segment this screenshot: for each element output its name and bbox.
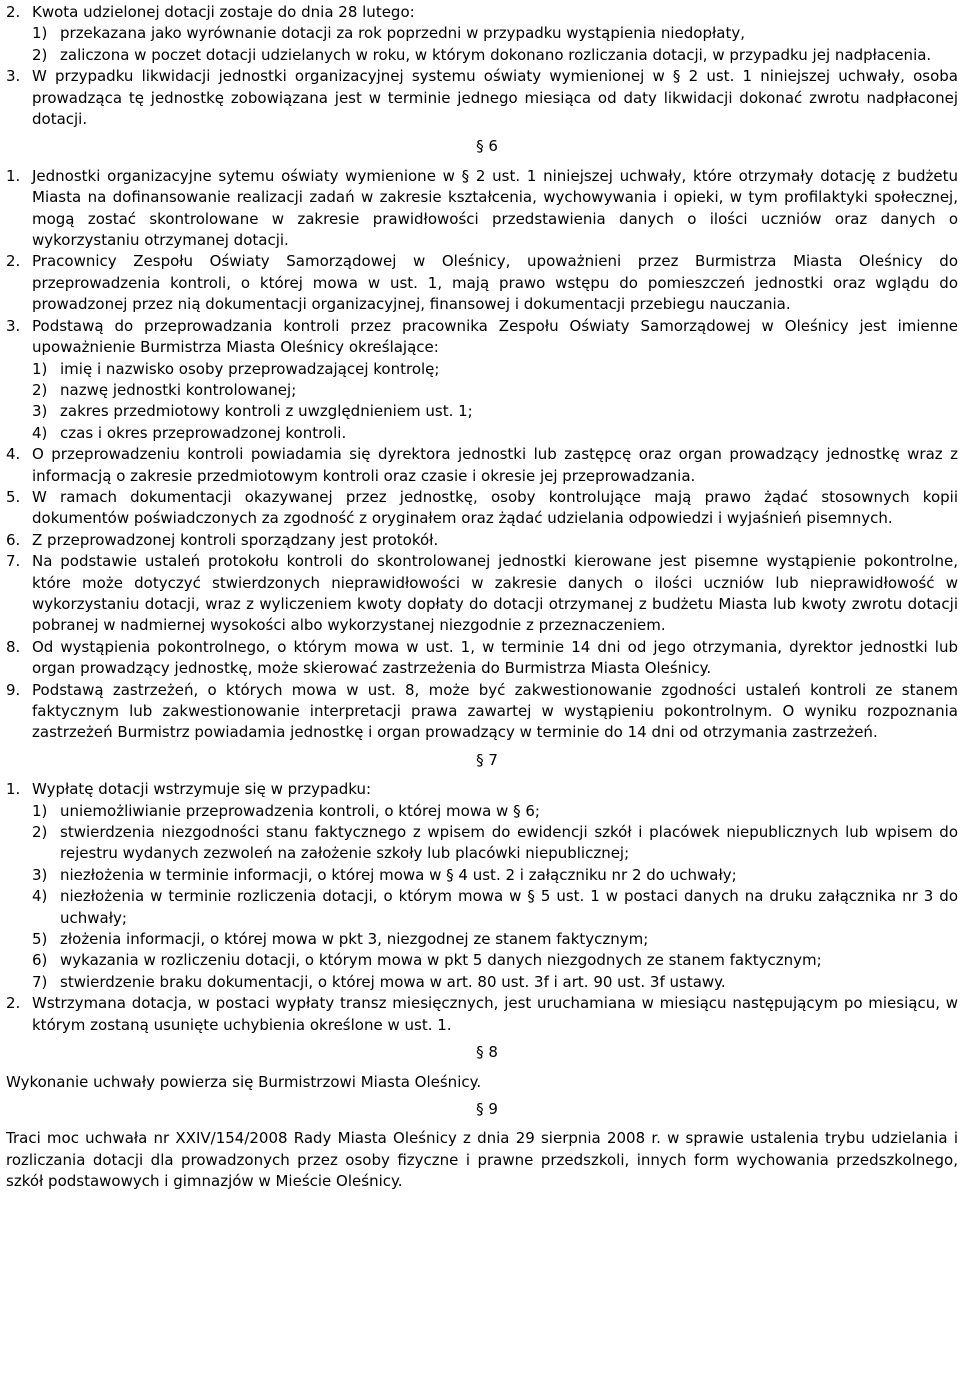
section-heading: § 9 xyxy=(476,1099,498,1118)
numbered-paragraph xyxy=(6,166,958,252)
item-number: 3) xyxy=(32,402,48,421)
section-heading: § 6 xyxy=(476,137,498,156)
item-text: Od wystąpienia pokontrolnego, o którym mowa w ust. 1, w terminie 14 dni od jego otrzymania, dyrektor jednostki lub organ prowadzący jednostkę, może skierować zastrzeżenia do Burmistrza Miasta Oleśnicy. xyxy=(32,637,958,678)
numbered-paragraph xyxy=(6,637,958,680)
paragraph: Wykonanie uchwały powierza się Burmistrzowi Miasta Oleśnicy. xyxy=(6,1072,482,1091)
list-subitem xyxy=(6,929,958,950)
numbered-paragraph xyxy=(6,487,958,530)
item-number: 2. xyxy=(6,3,21,21)
item-number: 1. xyxy=(6,780,21,799)
item-text: Z przeprowadzonej kontroli sporządzany jest protokół. xyxy=(32,530,439,549)
item-text: W ramach dokumentacji okazywanej przez jednostkę, osoby kontrolujące mają prawo żądać stosownych kopii dokumentów poświadczonych za zgodność z oryginałem oraz żądać udzielania odpowiedzi i wyjaśnień pisemnych. xyxy=(32,487,958,528)
section-heading: § 8 xyxy=(476,1043,498,1062)
numbered-paragraph xyxy=(6,551,958,637)
item-text: nazwę jednostki kontrolowanej; xyxy=(60,380,297,399)
numbered-paragraph xyxy=(6,316,958,359)
item-text: niezłożenia w terminie informacji, o której mowa w § 4 ust. 2 i załączniku nr 2 do uchwały; xyxy=(60,865,737,884)
item-number: 2. xyxy=(6,252,21,271)
numbered-paragraph xyxy=(6,66,958,130)
item-number: 1) xyxy=(32,24,48,43)
list-subitem xyxy=(6,359,958,380)
item-number: 3. xyxy=(6,67,21,86)
item-text: stwierdzenia niezgodności stanu faktycznego z wpisem do ewidencji szkół i placówek niepublicznych lub wpisem do rejestru wydanych zezwoleń na założenie szkoły lub placówki niepublicznej; xyxy=(60,823,958,863)
item-number: 4. xyxy=(6,445,21,464)
item-number: 4) xyxy=(32,423,48,442)
item-text: złożenia informacji, o której mowa w pkt 3, niezgodnej ze stanem faktycznym; xyxy=(60,930,649,949)
item-text: Na podstawie ustaleń protokołu kontroli do skontrolowanej jednostki kierowane jest pisemne wystąpienie pokontrolne, które może dotyczyć stwierdzonych nieprawidłowości w zakresie danych o ilości uczniów lub nieprawidłowość w wykorzystaniu dotacji, wraz z wyliczeniem kwoty dopłaty do dotacji otrzymanej z budżetu Miasta lub kwoty zwrotu dotacji pobranej w nadmiernej wysokości albo wykorzystanej niezgodnie z przeznaczeniem. xyxy=(32,552,958,635)
item-text: zaliczona w poczet dotacji udzielanych w roku, w którym dokonano rozliczania dotacji, w przypadku jej nadpłacenia. xyxy=(60,45,932,64)
numbered-paragraph xyxy=(6,2,958,23)
item-number: 7. xyxy=(6,552,21,571)
item-text: przekazana jako wyrównanie dotacji za rok poprzedni w przypadku wystąpienia niedopłaty, xyxy=(60,24,745,43)
item-text: Podstawą zastrzeżeń, o których mowa w ust. 8, może być zakwestionowanie zgodności ustaleń kontroli ze stanem faktycznym lub zakwestionowanie interpretacji prawa zawartej w wystąpieniu pokontrolnym. O wyniku rozpoznania zastrzeżeń Burmistrz powiadamia jednostkę i organ prowadzący w terminie do 14 dni od otrzymania zastrzeżeń. xyxy=(32,680,958,742)
numbered-paragraph xyxy=(6,779,958,800)
item-number: 2) xyxy=(32,380,48,399)
item-number: 3) xyxy=(32,865,48,884)
item-text: niezłożenia w terminie rozliczenia dotacji, o którym mowa w § 5 ust. 1 w postaci danych na druku załącznika nr 3 do uchwały; xyxy=(60,887,958,927)
numbered-paragraph xyxy=(6,993,958,1036)
item-number: 3. xyxy=(6,316,21,335)
item-number: 1. xyxy=(6,166,21,185)
list-subitem xyxy=(6,45,958,66)
list-subitem xyxy=(6,801,958,822)
item-text: zakres przedmiotowy kontroli z uwzględnieniem ust. 1; xyxy=(60,402,473,421)
item-text: O przeprowadzeniu kontroli powiadamia się dyrektora jednostki lub zastępcę oraz organ prowadzący jednostkę wraz z informacją o zakresie przedmiotowym kontroli oraz czasie i okresie jej przeprowadzania. xyxy=(32,445,958,485)
numbered-paragraph xyxy=(6,680,958,744)
item-number: 2. xyxy=(6,994,21,1013)
list-subitem xyxy=(6,380,958,401)
list-subitem xyxy=(6,423,958,444)
item-text: Pracownicy Zespołu Oświaty Samorządowej w Oleśnicy, upoważnieni przez Burmistrza Miasta Oleśnicy do przeprowadzenia kontroli, o której mowa w ust. 1, mają prawo wstępu do pomieszczeń jednostki oraz wglądu do prowadzonej przez nią dokumentacji organizacyjnej, finansowej i dokumentacji przebiegu nauczania. xyxy=(32,252,958,314)
item-text: wykazania w rozliczeniu dotacji, o którym mowa w pkt 5 danych niezgodnych ze stanem faktycznym; xyxy=(60,951,822,970)
list-subitem xyxy=(6,886,958,929)
item-number: 2) xyxy=(32,45,48,64)
numbered-paragraph xyxy=(6,251,958,315)
paragraph: Traci moc uchwała nr XXIV/154/2008 Rady Miasta Oleśnicy z dnia 29 sierpnia 2008 r. w sprawie ustalenia trybu udzielania i rozliczania dotacji dla prowadzonych przez osoby fizyczne i prawne przedszkoli, innych form wychowania przedszkolnego, szkół podstawowych i gimnazjów w Mieście Oleśnicy. xyxy=(6,1129,958,1191)
list-subitem xyxy=(6,23,958,44)
list-subitem xyxy=(6,822,958,865)
item-number: 5. xyxy=(6,487,21,506)
item-number: 2) xyxy=(32,823,48,842)
list-subitem xyxy=(6,865,958,886)
item-number: 1) xyxy=(32,801,48,820)
item-text: czas i okres przeprowadzonej kontroli. xyxy=(60,423,347,442)
numbered-paragraph xyxy=(6,530,958,551)
list-subitem xyxy=(6,401,958,422)
item-text: Wypłatę dotacji wstrzymuje się w przypadku: xyxy=(32,780,372,799)
item-number: 9. xyxy=(6,680,21,699)
item-text: W przypadku likwidacji jednostki organizacyjnej systemu oświaty wymienionej w § 2 ust. 1 niniejszej uchwały, osoba prowadząca tę jednostkę zobowiązana jest w terminie jednego miesiąca od daty likwidacji dokonać zwrotu nadpłaconej dotacji. xyxy=(32,67,958,129)
item-text: Jednostki organizacyjne sytemu oświaty wymienione w § 2 ust. 1 niniejszej uchwały, które otrzymały dotację z budżetu Miasta na dofinansowanie realizacji zadań w zakresie kształcenia, wychowywania i opieki, w tym profilaktyki społecznej, mogą zostać skontrolowane w zakresie prawidłowości przedstawienia danych o ilości uczniów oraz danych o wykorzystaniu otrzymanej dotacji. xyxy=(32,166,958,250)
item-text: Podstawą do przeprowadzania kontroli przez pracownika Zespołu Oświaty Samorządowej w Oleśnicy jest imienne upoważnienie Burmistrza Miasta Oleśnicy określające: xyxy=(32,316,958,357)
numbered-paragraph xyxy=(6,444,958,487)
item-number: 5) xyxy=(32,930,48,949)
item-number: 6) xyxy=(32,951,48,970)
list-subitem xyxy=(6,972,958,993)
item-number: 4) xyxy=(32,887,48,906)
list-subitem xyxy=(6,950,958,971)
section-heading: § 7 xyxy=(476,750,498,769)
item-text: stwierdzenie braku dokumentacji, o której mowa w art. 80 ust. 3f i art. 90 ust. 3f ustawy. xyxy=(60,972,726,991)
item-number: 8. xyxy=(6,637,21,656)
item-number: 1) xyxy=(32,359,48,378)
item-text: Kwota udzielonej dotacji zostaje do dnia 28 lutego: xyxy=(32,3,415,21)
item-text: uniemożliwianie przeprowadzenia kontroli, o której mowa w § 6; xyxy=(60,801,540,820)
item-number: 6. xyxy=(6,530,21,549)
item-text: Wstrzymana dotacja, w postaci wypłaty transz miesięcznych, jest uruchamiana w miesiącu następującym po miesiącu, w którym zostaną usunięte uchybienia określone w ust. 1. xyxy=(32,994,958,1034)
item-text: imię i nazwisko osoby przeprowadzającej kontrolę; xyxy=(60,359,440,378)
item-number: 7) xyxy=(32,972,48,991)
